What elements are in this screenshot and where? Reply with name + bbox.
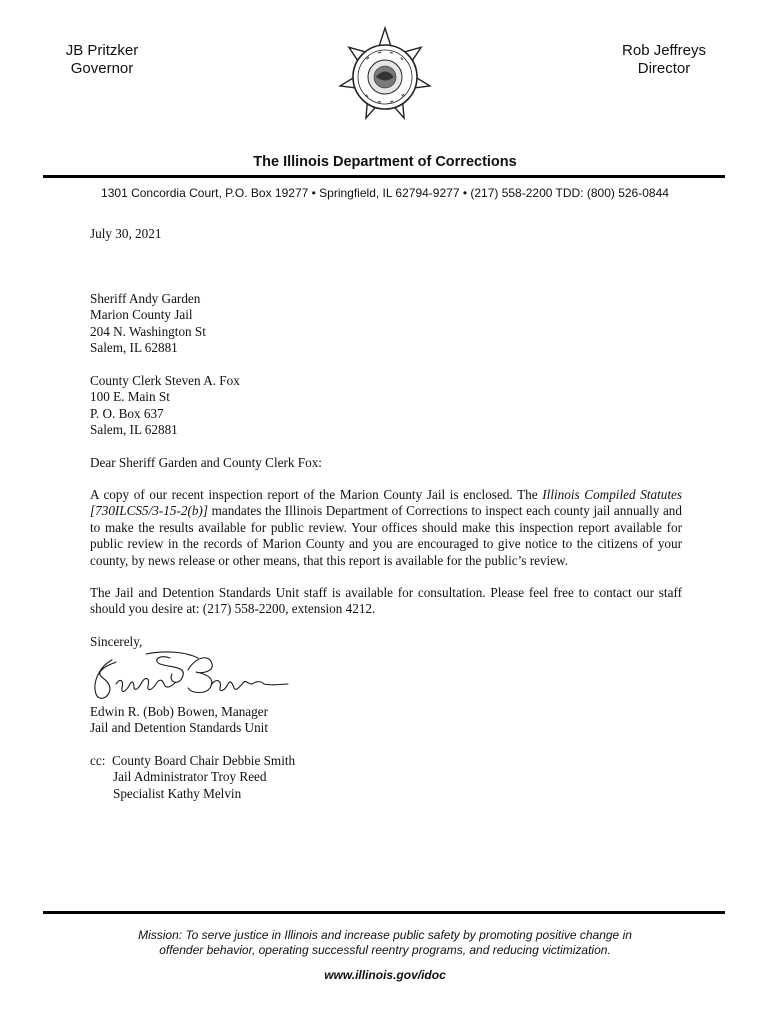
governor-name: JB Pritzker bbox=[65, 42, 139, 59]
director-block bbox=[612, 42, 716, 78]
cc-label: cc: bbox=[90, 753, 106, 768]
signer-name: Edwin R. (Bob) Bowen, Manager bbox=[90, 704, 268, 719]
paragraph-text: mandates the Illinois Department of Corrections to inspect each county jail annually and to make the results available for public review. Your offices should make this inspection report available for public review in the records of Marion County and you are encouraged to give notice to the citizens of your county, by news release or other means, that this report is available for the public’s review. bbox=[90, 503, 682, 568]
governor-block bbox=[54, 42, 150, 78]
cc-recipient: Jail Administrator Troy Reed bbox=[113, 769, 267, 785]
recipient-line: P. O. Box 637 bbox=[90, 405, 164, 421]
letter-closing: Sincerely, bbox=[90, 634, 143, 649]
header-divider bbox=[43, 175, 725, 178]
signer-block bbox=[90, 704, 268, 737]
cc-block bbox=[90, 753, 295, 802]
recipient-line: 100 E. Main St bbox=[90, 389, 170, 405]
paragraph-consultation: The Jail and Detention Standards Unit staff is available for consultation. Please feel free to contact our staff should you desire at: (217) 558-2200, extension 4212. bbox=[90, 585, 682, 617]
recipient-line: Salem, IL 62881 bbox=[90, 422, 178, 438]
recipient-clerk bbox=[90, 373, 240, 439]
department-address: 1301 Concordia Court, P.O. Box 19277 • Springfield, IL 62794-9277 • (217) 558-2200 TDD: (800) 526-0844 bbox=[101, 186, 669, 200]
governor-title: Governor bbox=[70, 60, 134, 77]
handwritten-signature-icon bbox=[86, 648, 296, 706]
mission-line: Mission: To serve justice in Illinois and increase public safety by promoting positive change in bbox=[138, 928, 632, 942]
mission-statement bbox=[0, 928, 770, 958]
statute-name: Illinois Compiled Statutes bbox=[542, 487, 682, 502]
illinois-doc-star-seal-icon bbox=[318, 14, 452, 144]
director-name: Rob Jeffreys bbox=[622, 42, 706, 59]
recipient-line: Salem, IL 62881 bbox=[90, 340, 178, 356]
statute-reference: [730ILCS5/3-15-2(b)] bbox=[90, 503, 208, 519]
paragraph-inspection bbox=[90, 487, 682, 569]
recipient-sheriff bbox=[90, 291, 206, 357]
cc-recipient: Specialist Kathy Melvin bbox=[113, 785, 242, 801]
letter-greeting: Dear Sheriff Garden and County Clerk Fox: bbox=[90, 455, 322, 470]
mission-line: offender behavior, operating successful reentry programs, and reducing victimization. bbox=[159, 943, 611, 957]
recipient-line: Marion County Jail bbox=[90, 307, 193, 323]
signer-unit: Jail and Detention Standards Unit bbox=[90, 720, 268, 736]
paragraph-text: A copy of our recent inspection report of the Marion County Jail is enclosed. The bbox=[90, 487, 543, 502]
director-title: Director bbox=[637, 60, 691, 77]
recipient-line: 204 N. Washington St bbox=[90, 323, 206, 339]
letter-date: July 30, 2021 bbox=[90, 226, 162, 241]
website-link[interactable]: www.illinois.gov/idoc bbox=[324, 968, 446, 982]
cc-line bbox=[90, 753, 295, 769]
recipient-line: County Clerk Steven A. Fox bbox=[90, 373, 240, 388]
footer-divider bbox=[43, 911, 725, 914]
recipient-line: Sheriff Andy Garden bbox=[90, 291, 201, 306]
cc-recipient: County Board Chair Debbie Smith bbox=[111, 753, 296, 768]
department-name: The Illinois Department of Corrections bbox=[253, 154, 517, 170]
